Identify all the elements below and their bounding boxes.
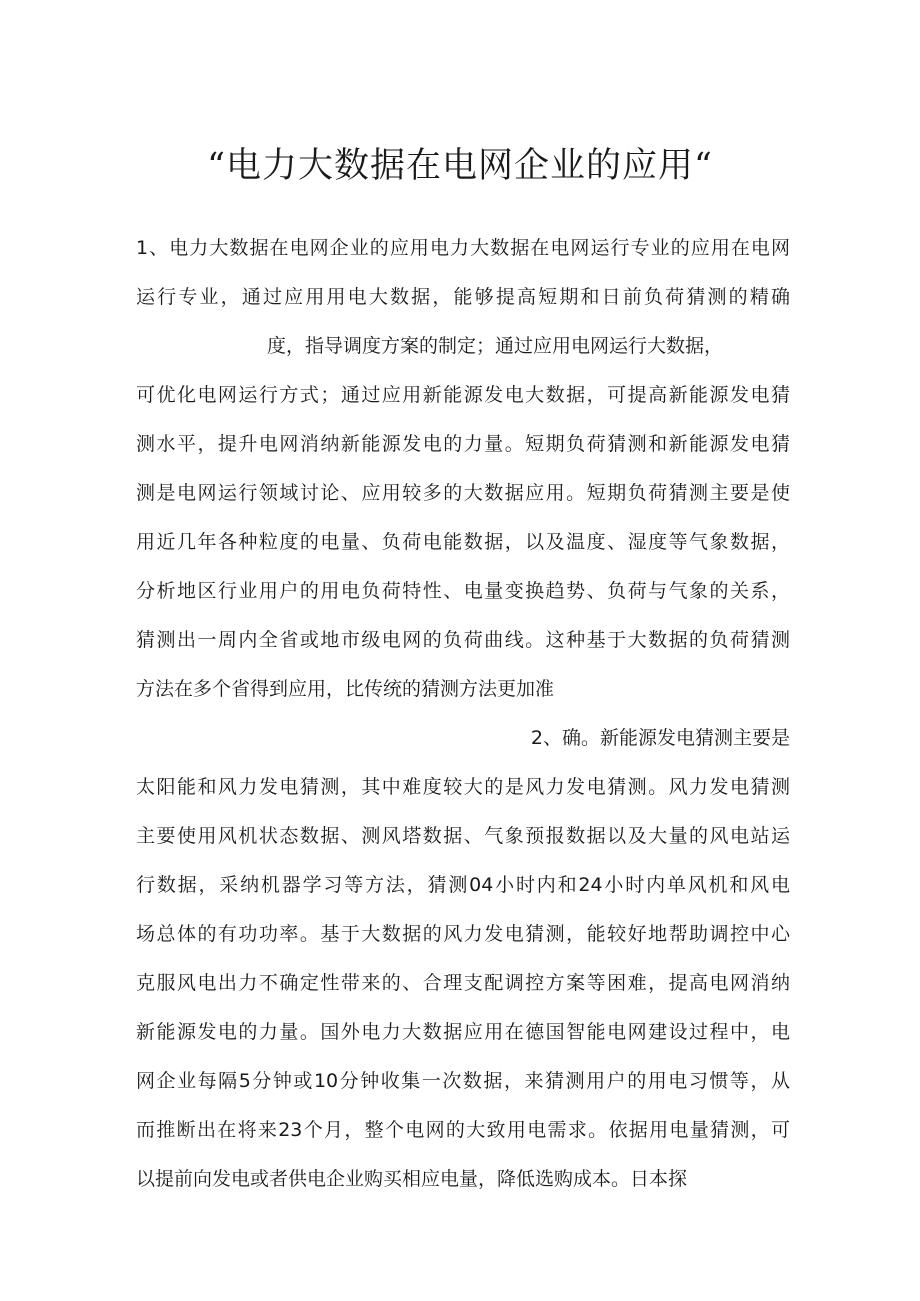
paragraph-line: 克服风电出力不确定性带来的、合理支配调控方案等困难，提高电网消纳	[136, 972, 790, 994]
paragraph-line: 主要使用风机状态数据、测风塔数据、气象预报数据以及大量的风电站运	[136, 825, 790, 847]
paragraph-line: 测水平，提升电网消纳新能源发电的力量。短期负荷猜测和新能源发电猜	[136, 433, 790, 455]
paragraph-line: 分析地区行业用户的用电负荷特性、电量变换趋势、负荷与气象的关系，	[136, 580, 790, 602]
paragraph-line: 2、确。新能源发电猜测主要是	[530, 727, 790, 749]
paragraph-line: 可优化电网运行方式；通过应用新能源发电大数据，可提高新能源发电猜	[136, 384, 790, 406]
paragraph-line: 运行专业，通过应用用电大数据，能够提高短期和日前负荷猜测的精确	[136, 286, 790, 308]
paragraph-line: 网企业每隔5分钟或10分钟收集一次数据，来猜测用户的用电习惯等，从	[136, 1070, 790, 1092]
document-body	[136, 224, 790, 1204]
paragraph-line: 用近几年各种粒度的电量、负荷电能数据，以及温度、湿度等气象数据，	[136, 531, 790, 553]
paragraph-line: 1、电力大数据在电网企业的应用电力大数据在电网运行专业的应用在电网	[136, 237, 790, 259]
paragraph-line: 场总体的有功功率。基于大数据的风力发电猜测，能较好地帮助调控中心	[136, 923, 790, 945]
paragraph-line: 行数据，采纳机器学习等方法，猜测04小时内和24小时内单风机和风电	[136, 874, 790, 896]
paragraph-line: 度，指导调度方案的制定；通过应用电网运行大数据，	[267, 335, 724, 357]
paragraph-line: 测是电网运行领域讨论、应用较多的大数据应用。短期负荷猜测主要是使	[136, 482, 790, 504]
paragraph-line: 太阳能和风力发电猜测，其中难度较大的是风力发电猜测。风力发电猜测	[136, 776, 790, 798]
paragraph-line: 方法在多个省得到应用，比传统的猜测方法更加准	[136, 678, 555, 700]
document-title: “电力大数据在电网企业的应用“	[207, 146, 713, 186]
paragraph-line: 以提前向发电或者供电企业购买相应电量，降低选购成本。日本探	[136, 1168, 688, 1190]
paragraph-line: 而推断出在将来23个月，整个电网的大致用电需求。依据用电量猜测，可	[136, 1119, 790, 1141]
paragraph-line: 新能源发电的力量。国外电力大数据应用在德国智能电网建设过程中，电	[136, 1021, 790, 1043]
paragraph-line: 猜测出一周内全省或地市级电网的负荷曲线。这种基于大数据的负荷猜测	[136, 629, 790, 651]
